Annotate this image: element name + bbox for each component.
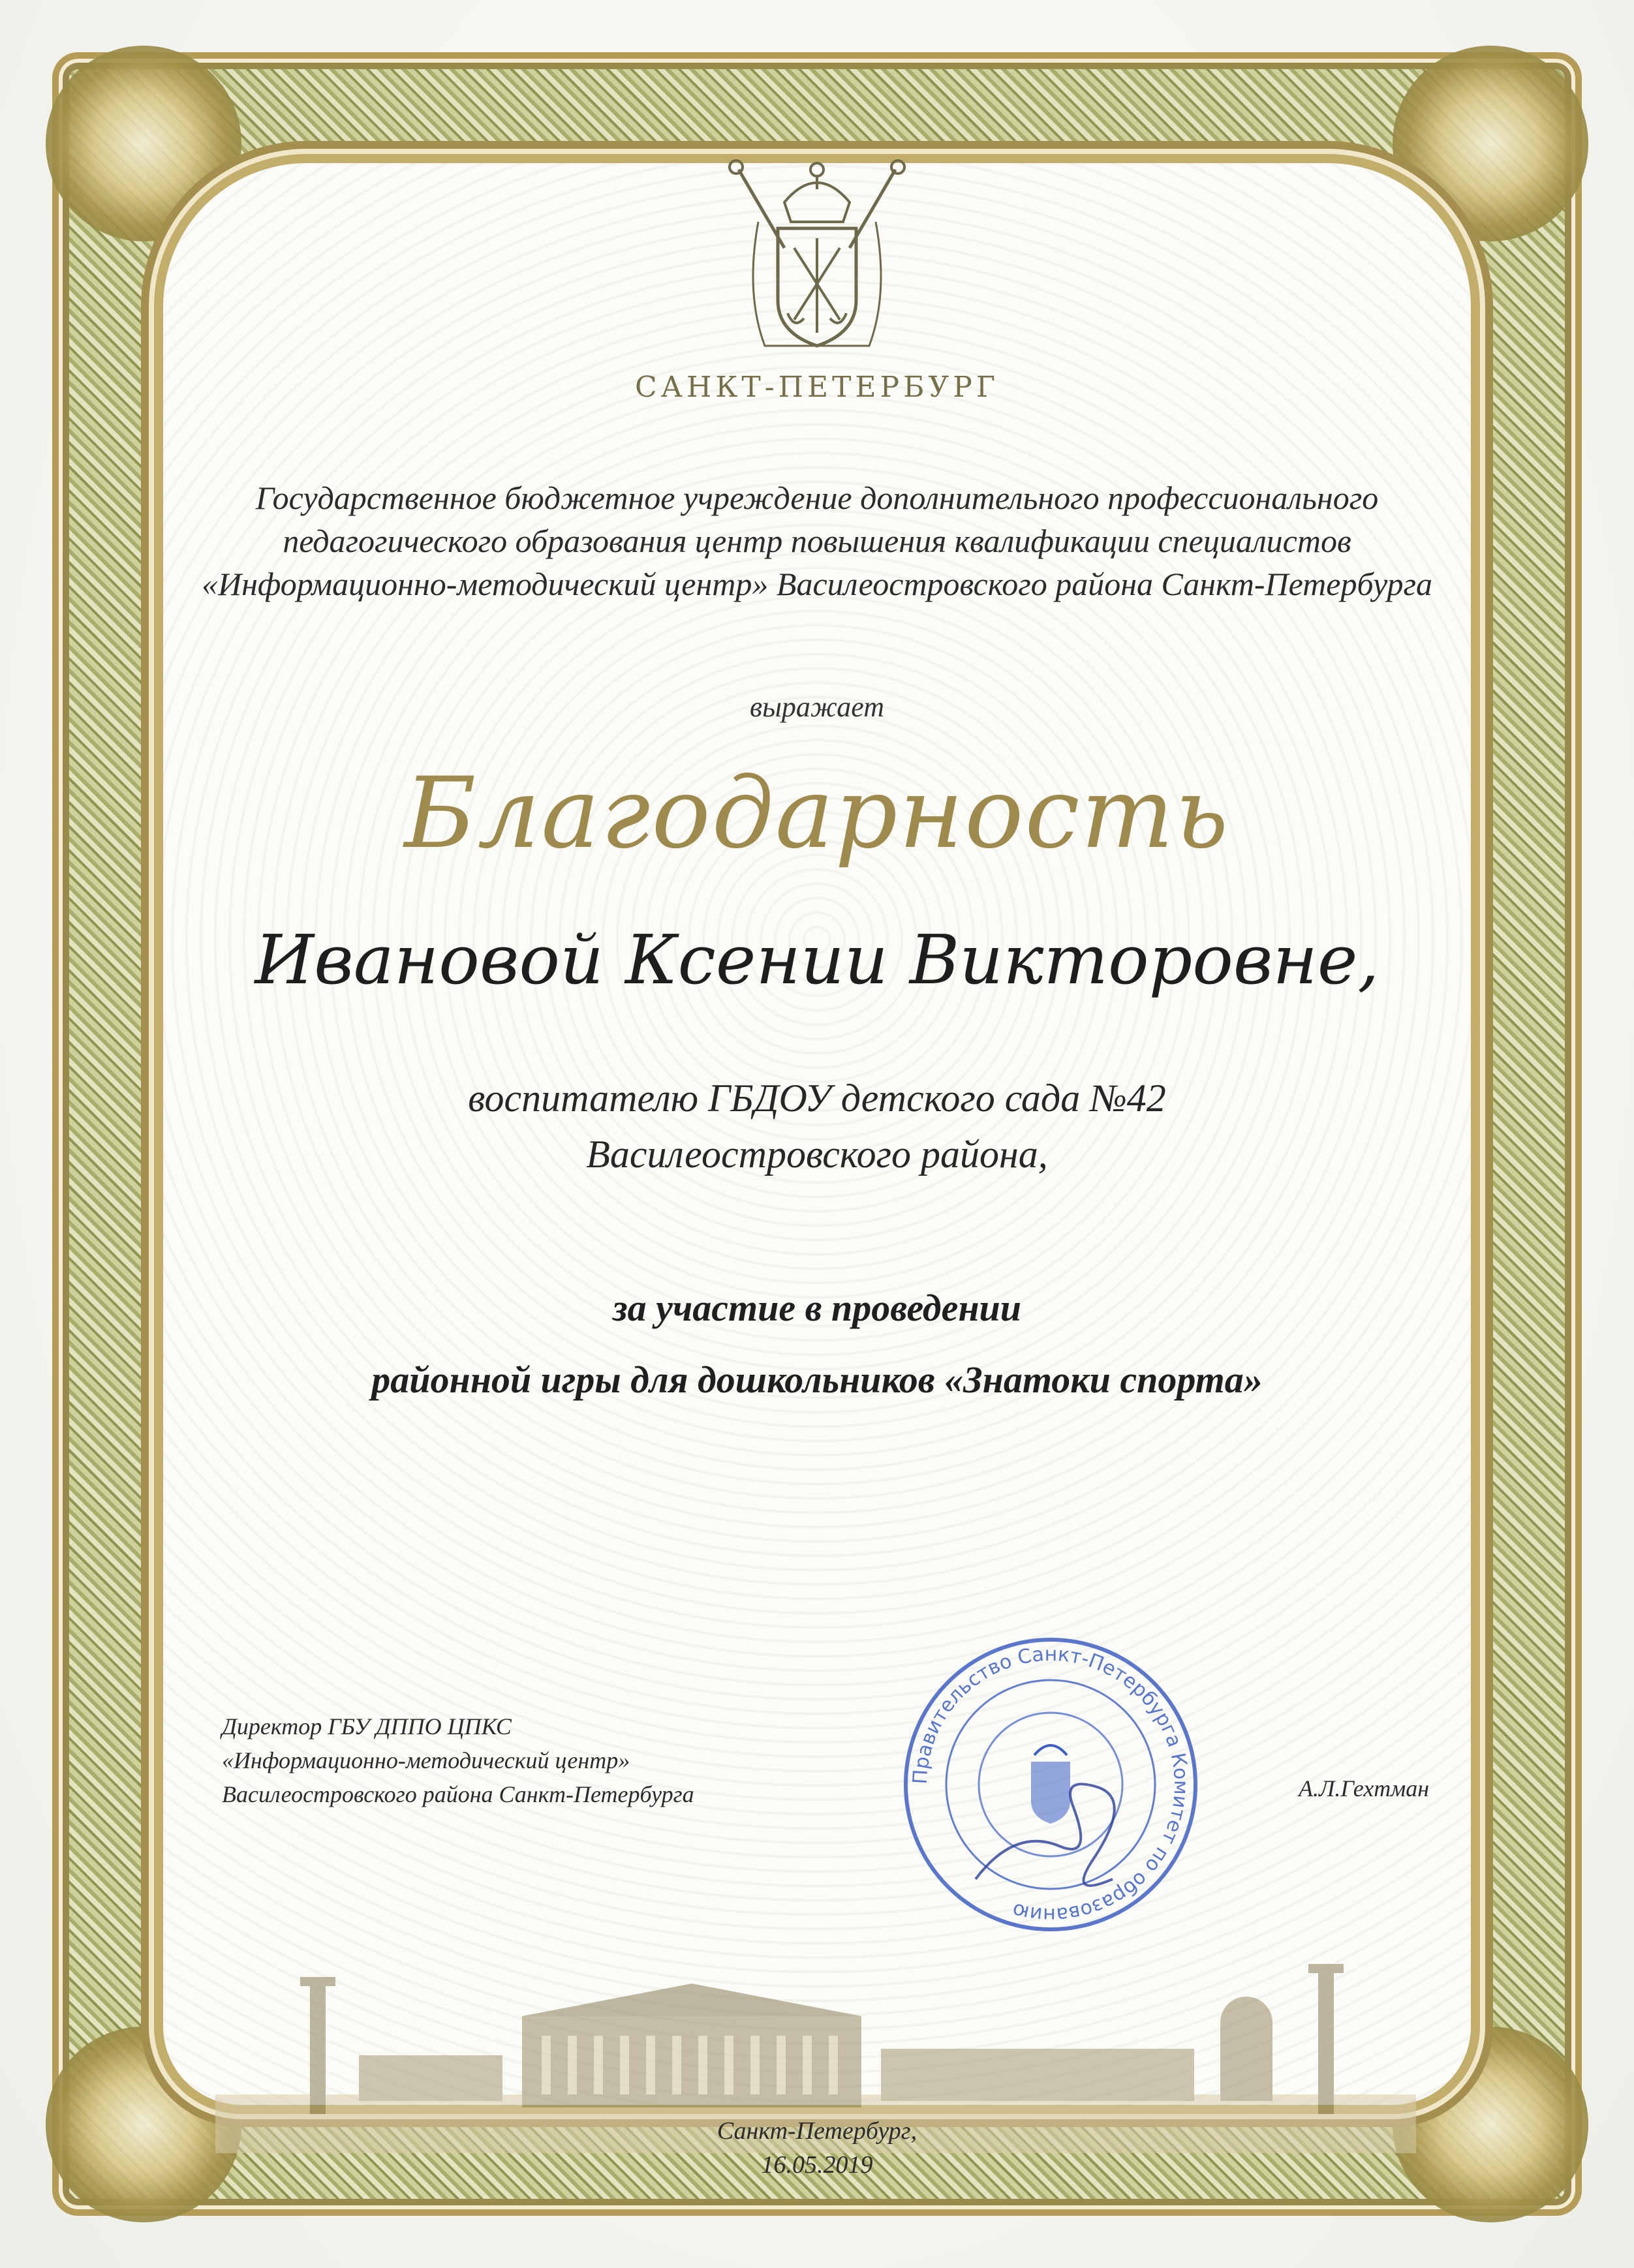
certificate-title: Благодарность [404,757,1230,870]
stamp-text: Правительство Санкт-Петербурга Комитет по образованию [908,1642,1193,1927]
position-line: воспитателю ГБДОУ детского сада №42 [468,1077,1166,1120]
issue-place-date [0,2114,1634,2182]
signer-line: Василеостровского района Санкт-Петербурга [222,1781,694,1807]
signer-title [222,1709,809,1811]
city-name-heading: САНКТ-ПЕТЕРБУРГ [634,371,1000,404]
issuer-organization [196,476,1438,605]
expresses-text: выражает [750,691,884,723]
issue-date: 16.05.2019 [761,2151,873,2179]
issuer-line: педагогического образования центр повышения квалификации специалистов [283,523,1351,559]
city-coat-of-arms-icon [713,150,921,365]
issuer-line: Государственное бюджетное учреждение дополнительного профессионального [255,480,1379,516]
position-line: Василеостровского района, [586,1133,1048,1176]
reason-line: за участие в проведении [612,1287,1022,1329]
issuer-line: «Информационно-методический центр» Василеостровского района Санкт-Петербурга [201,566,1433,602]
signer-name: А.Л.Гехтман [1299,1775,1430,1801]
signer-line: «Информационно-методический центр» [222,1747,630,1773]
recipient-position [0,1070,1634,1182]
official-stamp-icon [897,1631,1204,1938]
reason-line: районной игры для дошкольников «Знатоки спорта» [371,1358,1263,1401]
award-reason [0,1272,1634,1416]
issue-place: Санкт-Петербург, [717,2117,917,2145]
signer-line: Директор ГБУ ДППО ЦПКС [222,1713,512,1739]
recipient-name: Ивановой Ксении Викторовне, [254,920,1380,1000]
